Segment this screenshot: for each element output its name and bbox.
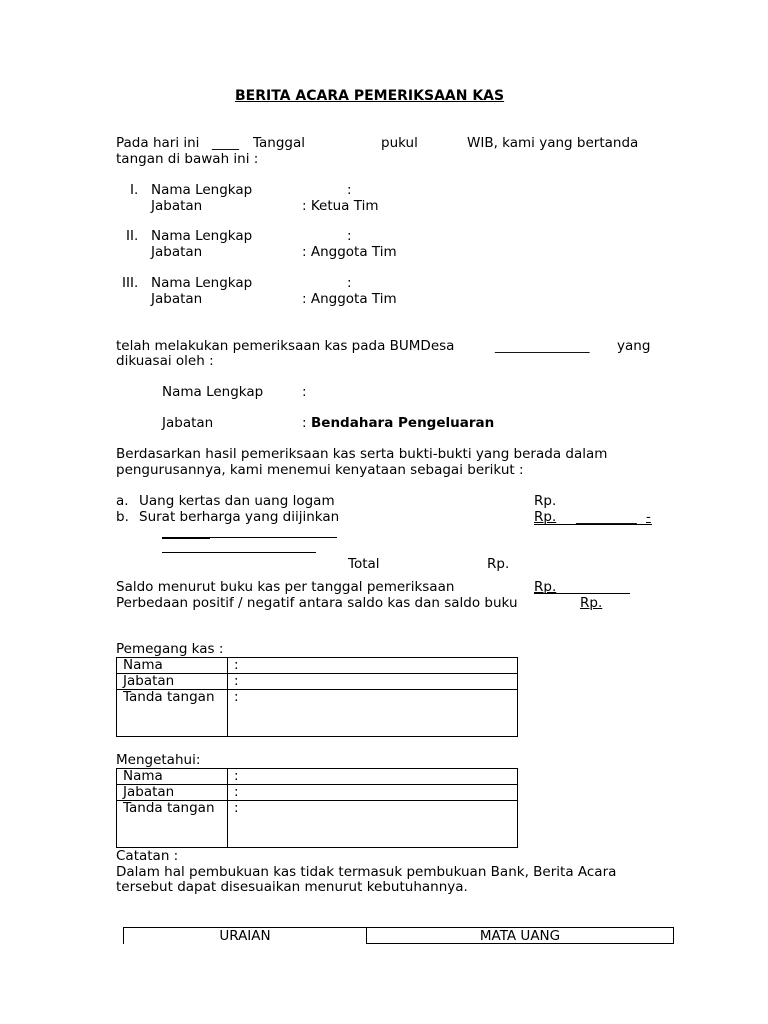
intro-line2: tangan di bawah ini : bbox=[116, 151, 259, 167]
intro-pada-hari-ini: Pada hari ini bbox=[116, 135, 200, 151]
uraian-table bbox=[123, 927, 674, 944]
table-row bbox=[124, 928, 674, 944]
pemeriksaan-jabatan-colon: : bbox=[302, 415, 307, 431]
page-title: BERITA ACARA PEMERIKSAAN KAS bbox=[235, 88, 505, 104]
member-2-jabatan-value: : Anggota Tim bbox=[302, 244, 397, 260]
uraian-header: URAIAN bbox=[124, 928, 367, 944]
mengetahui-jabatan-label: Jabatan bbox=[117, 785, 228, 801]
pemeriksaan-jabatan-value: Bendahara Pengeluaran bbox=[311, 415, 495, 431]
mata-uang-header: MATA UANG bbox=[367, 928, 674, 944]
item-b-blank: _________ bbox=[576, 509, 637, 525]
mengetahui-heading: Mengetahui: bbox=[116, 752, 201, 768]
table-row bbox=[117, 769, 518, 785]
pemeriksaan-line2: dikuasai oleh : bbox=[116, 353, 214, 369]
mengetahui-nama-label: Nama bbox=[117, 769, 228, 785]
pemegang-kas-jabatan-label: Jabatan bbox=[117, 674, 228, 690]
sum-line-long bbox=[210, 537, 337, 538]
member-1-nama-colon: : bbox=[347, 182, 352, 198]
member-3-jabatan-value: : Anggota Tim bbox=[302, 291, 397, 307]
saldo-line2: Perbedaan positif / negatif antara saldo kas dan saldo buku bbox=[116, 595, 518, 611]
pemeriksaan-blank: ______________ bbox=[495, 338, 590, 354]
mengetahui-ttd-label: Tanda tangan bbox=[117, 801, 228, 848]
member-2-nama-colon: : bbox=[347, 228, 352, 244]
table-row bbox=[117, 658, 518, 674]
member-3-nama-colon: : bbox=[347, 275, 352, 291]
catatan-heading: Catatan : bbox=[116, 848, 179, 864]
pemeriksaan-jabatan-label: Jabatan bbox=[162, 415, 214, 431]
saldo-line2-rp: Rp. bbox=[580, 595, 603, 611]
pemegang-kas-table bbox=[116, 657, 518, 737]
sum-line-short bbox=[162, 537, 210, 539]
catatan-line2: tersebut dapat disesuaikan menurut kebutuhannya. bbox=[116, 879, 468, 895]
pemeriksaan-nama-label: Nama Lengkap bbox=[162, 384, 264, 400]
mengetahui-jabatan-value: : bbox=[228, 785, 518, 801]
saldo-line1-underline bbox=[534, 593, 630, 594]
pemegang-kas-ttd-value: : bbox=[228, 690, 518, 737]
item-a-letter: a. bbox=[116, 493, 129, 509]
mengetahui-table bbox=[116, 768, 518, 848]
pemegang-kas-heading: Pemegang kas : bbox=[116, 641, 224, 657]
sum-line-2 bbox=[162, 552, 316, 553]
saldo-line1-rp: Rp. bbox=[534, 579, 557, 595]
item-b-rp: Rp. bbox=[534, 509, 557, 525]
intro-blank-hari: ____ bbox=[212, 135, 239, 151]
member-3-nama-label: Nama Lengkap bbox=[151, 275, 253, 291]
item-a-text: Uang kertas dan uang logam bbox=[139, 493, 335, 509]
item-b-letter: b. bbox=[116, 509, 129, 525]
mengetahui-nama-value: : bbox=[228, 769, 518, 785]
intro-wib: WIB, kami yang bertanda bbox=[467, 135, 639, 151]
pemegang-kas-ttd-label: Tanda tangan bbox=[117, 690, 228, 737]
member-1-numeral: I. bbox=[130, 182, 139, 198]
member-3-jabatan-label: Jabatan bbox=[151, 291, 203, 307]
hasil-line1: Berdasarkan hasil pemeriksaan kas serta bukti-bukti yang berada dalam bbox=[116, 446, 608, 462]
item-b-dash: - bbox=[646, 509, 651, 525]
mengetahui-ttd-value: : bbox=[228, 801, 518, 848]
member-2-jabatan-label: Jabatan bbox=[151, 244, 203, 260]
member-1-nama-label: Nama Lengkap bbox=[151, 182, 253, 198]
item-a-rp: Rp. bbox=[534, 493, 557, 509]
catatan-line1: Dalam hal pembukuan kas tidak termasuk pembukuan Bank, Berita Acara bbox=[116, 864, 617, 880]
table-row bbox=[117, 785, 518, 801]
table-row bbox=[117, 801, 518, 848]
table-row bbox=[117, 690, 518, 737]
member-2-nama-label: Nama Lengkap bbox=[151, 228, 253, 244]
item-b-underline bbox=[534, 524, 652, 525]
pemeriksaan-line1: telah melakukan pemeriksaan kas pada BUMDesa bbox=[116, 338, 455, 354]
total-rp: Rp. bbox=[487, 556, 510, 572]
item-b-text: Surat berharga yang diijinkan bbox=[139, 509, 340, 525]
total-label: Total bbox=[348, 556, 380, 572]
member-2-numeral: II. bbox=[126, 228, 139, 244]
member-1-jabatan-label: Jabatan bbox=[151, 198, 203, 214]
member-3-numeral: III. bbox=[122, 275, 139, 291]
member-1-jabatan-value: : Ketua Tim bbox=[302, 198, 379, 214]
hasil-line2: pengurusannya, kami menemui kenyataan sebagai berikut : bbox=[116, 462, 524, 478]
pemegang-kas-nama-label: Nama bbox=[117, 658, 228, 674]
table-row bbox=[117, 674, 518, 690]
pemeriksaan-yang: yang bbox=[617, 338, 651, 354]
saldo-line1: Saldo menurut buku kas per tanggal pemeriksaan bbox=[116, 579, 455, 595]
pemegang-kas-jabatan-value: : bbox=[228, 674, 518, 690]
pemeriksaan-nama-colon: : bbox=[302, 384, 307, 400]
intro-pukul: pukul bbox=[381, 135, 418, 151]
pemegang-kas-nama-value: : bbox=[228, 658, 518, 674]
intro-tanggal: Tanggal bbox=[253, 135, 306, 151]
